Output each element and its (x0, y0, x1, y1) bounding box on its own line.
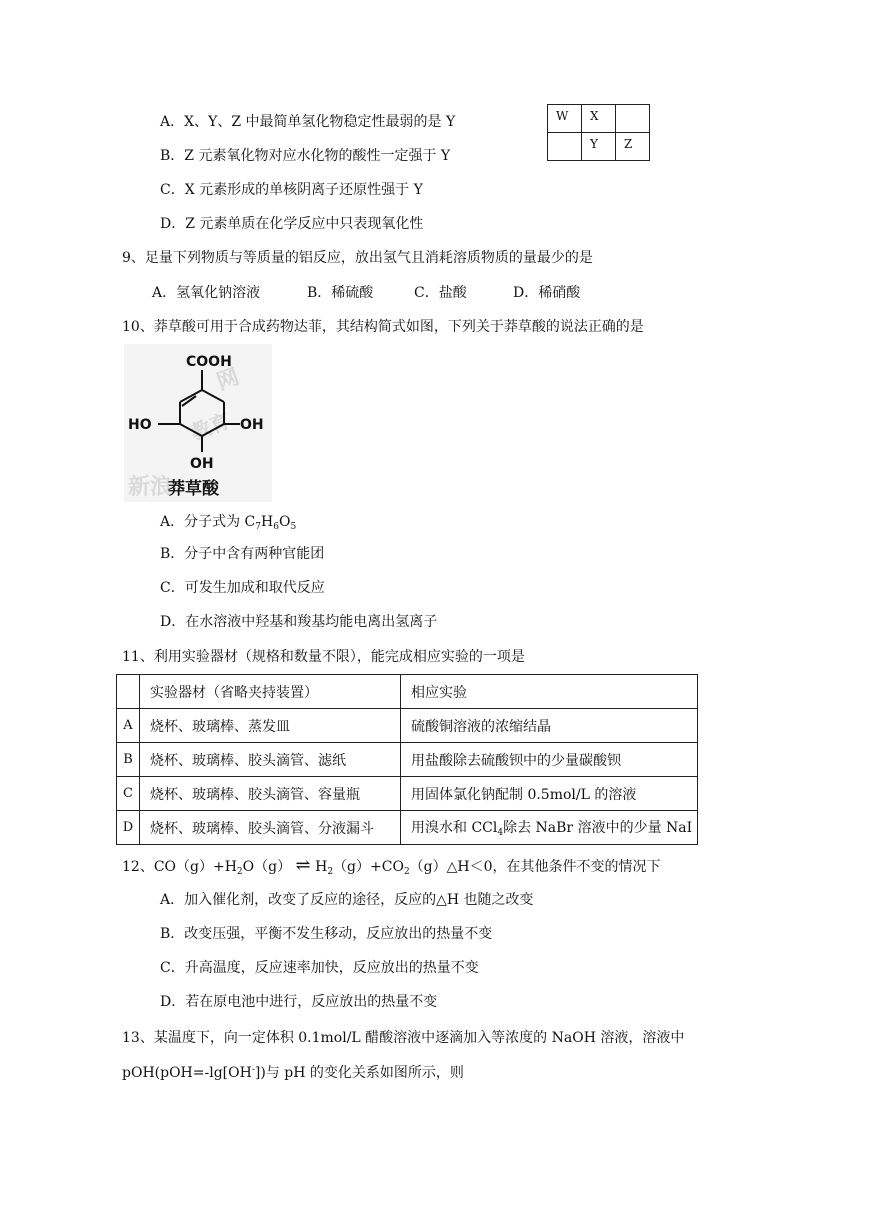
q10-stem: 10、莽草酸可用于合成药物达菲，其结构简式如图，下列关于莽草酸的说法正确的是 (122, 319, 644, 335)
q9-option-b: B．稀硫酸 (307, 285, 374, 301)
table-row (117, 811, 698, 845)
q12-option-c: C．升高温度，反应速率加快，反应放出的热量不变 (160, 960, 479, 976)
q9-stem: 9、足量下列物质与等质量的铝反应，放出氢气且消耗溶质物质的量最少的是 (122, 250, 593, 266)
q10-option-d: D．在水溶液中羟基和羧基均能电离出氢离子 (160, 614, 438, 630)
row-label: D (117, 811, 140, 845)
q10-option-c: C．可发生加成和取代反应 (160, 580, 325, 596)
ho-left-label: HO (128, 417, 152, 433)
grid-cell (548, 133, 582, 161)
equation-part: O（g） (242, 859, 292, 875)
q11-stem: 11、利用实验器材（规格和数量不限），能完成相应实验的一项是 (122, 649, 525, 665)
table-cell: 烧杯、玻璃棒、胶头滴管、容量瓶 (140, 777, 401, 811)
grid-cell: Z (616, 133, 650, 161)
table-header-row (117, 675, 698, 709)
subscript: 4 (497, 828, 504, 838)
grid-cell: X (582, 105, 616, 133)
q12-option-a: A．加入催化剂，改变了反应的途径，反应的△H 也随之改变 (160, 892, 534, 908)
grid-cell: Y (582, 133, 616, 161)
q12-option-b: B．改变压强，平衡不发生移动，反应放出的热量不变 (160, 926, 493, 942)
table-cell: 烧杯、玻璃棒、胶头滴管、分液漏斗 (140, 811, 401, 845)
table-row (117, 777, 698, 811)
element-position-grid (547, 104, 650, 161)
equation-part: （g）△H＜0，在其他条件不变的情况下 (409, 859, 661, 875)
equation-part: （g）+CO (333, 859, 404, 875)
table-cell: 用盐酸除去硫酸钡中的少量碳酸钡 (401, 743, 698, 777)
superscript: - (251, 1065, 255, 1075)
grid-cell (616, 105, 650, 133)
q8-option-b: B．Z 元素氧化物对应水化物的酸性一定强于 Y (160, 148, 451, 164)
subscript: 2 (327, 867, 334, 877)
cell-text: 用溴水和 CCl (411, 820, 498, 836)
q9-option-d: D．稀硝酸 (513, 285, 581, 301)
table-row (117, 743, 698, 777)
table-row (117, 709, 698, 743)
cooh-label: COOH (186, 354, 232, 370)
oh-right-label: OH (240, 417, 264, 433)
stem-text: pOH(pOH=-lg[OH (122, 1065, 252, 1081)
grid-cell: W (548, 105, 582, 133)
q8-option-d: D．Z 元素单质在化学反应中只表现氧化性 (160, 216, 424, 232)
row-label: B (117, 743, 140, 777)
table-cell: 烧杯、玻璃棒、蒸发皿 (140, 709, 401, 743)
q8-option-a: A．X、Y、Z 中最简单氢化物稳定性最弱的是 Y (160, 114, 456, 130)
table-cell (117, 675, 140, 709)
formula-part: O (278, 514, 291, 530)
equilibrium-arrow-icon: ⇌ (295, 855, 311, 876)
experiment-table (116, 674, 698, 845)
subscript: 2 (403, 867, 410, 877)
equation-part: 12、CO（g）+H (122, 859, 237, 875)
formula-prefix: A．分子式为 C (160, 514, 256, 530)
table-cell: 用固体氯化钠配制 0.5mol/L 的溶液 (401, 777, 698, 811)
row-label: A (117, 709, 140, 743)
q13-stem-line2 (122, 1060, 464, 1083)
q12-stem (122, 856, 661, 882)
subscript: 6 (273, 522, 279, 532)
cell-text: 除去 NaBr 溶液中的少量 NaI (503, 820, 693, 836)
q8-option-c: C．X 元素形成的单核阴离子还原性强于 Y (160, 182, 423, 198)
subscript: 5 (290, 522, 297, 532)
table-header: 相应实验 (401, 675, 698, 709)
q12-option-d: D．若在原电池中进行，反应放出的热量不变 (160, 994, 438, 1010)
oh-bottom-label: OH (190, 456, 214, 472)
q9-option-a: A．氢氧化钠溶液 (152, 285, 261, 301)
formula-part: H (261, 514, 274, 530)
structure-caption: 莽草酸 (168, 479, 219, 499)
subscript: 7 (255, 522, 262, 532)
watermark-text: 网 (213, 364, 243, 396)
watermark-text: 新浪 (128, 475, 173, 500)
table-header: 实验器材（省略夹持装置） (140, 675, 401, 709)
row-label: C (117, 777, 140, 811)
shikimic-acid-structure-image (124, 344, 272, 502)
table-cell (401, 811, 698, 845)
q9-option-c: C．盐酸 (414, 285, 467, 301)
q10-option-b: B．分子中含有两种官能团 (160, 546, 325, 562)
q13-stem-line1: 13、某温度下，向一定体积 0.1mol/L 醋酸溶液中逐滴加入等浓度的 NaOH 溶液，溶液中 (122, 1030, 685, 1046)
stem-text: ])与 pH 的变化关系如图所示，则 (254, 1065, 464, 1081)
table-cell: 硫酸铜溶液的浓缩结晶 (401, 709, 698, 743)
q10-option-a (160, 512, 296, 537)
table-cell: 烧杯、玻璃棒、胶头滴管、滤纸 (140, 743, 401, 777)
subscript: 2 (236, 867, 243, 877)
watermark-text: 教育 (187, 408, 234, 445)
equation-part: H (315, 859, 328, 875)
